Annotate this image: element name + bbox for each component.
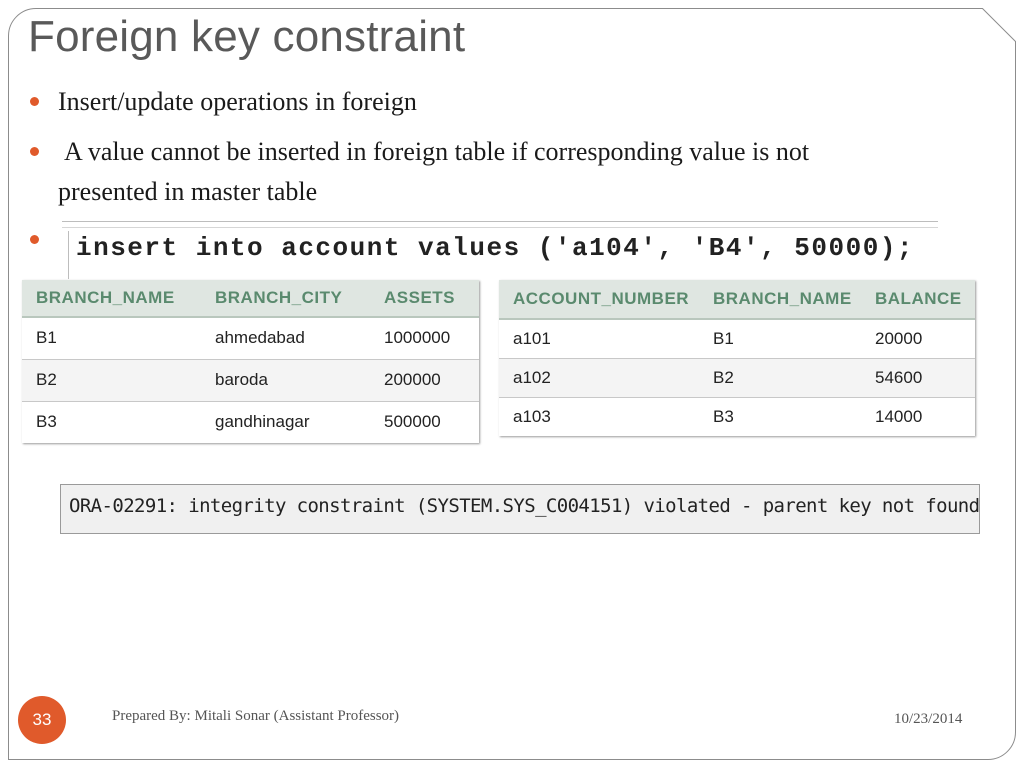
- folded-corner-icon: [982, 8, 1016, 42]
- table-cell: B3: [22, 401, 201, 443]
- footer-date: 10/23/2014: [894, 711, 963, 727]
- sql-insert-statement: insert into account values ('a104', 'B4', 50000);: [76, 233, 915, 263]
- table-cell: B1: [699, 319, 861, 358]
- column-header: BALANCE: [861, 280, 975, 319]
- bullet-icon: [30, 97, 39, 106]
- error-message-box: [60, 484, 980, 534]
- table-row: [22, 359, 479, 401]
- column-header: ASSETS: [370, 280, 479, 317]
- table-cell: 14000: [861, 397, 975, 436]
- account-table: [499, 280, 975, 436]
- column-header: ACCOUNT_NUMBER: [499, 280, 699, 319]
- page-number-badge: 33: [18, 696, 66, 744]
- table-cell: B1: [22, 317, 201, 359]
- bullet-text: A value cannot be inserted in foreign table if corresponding value is not: [64, 137, 810, 166]
- table-cell: 20000: [861, 319, 975, 358]
- table-cell: a103: [499, 397, 699, 436]
- column-header: BRANCH_NAME: [699, 280, 861, 319]
- table-cell: a102: [499, 358, 699, 397]
- table-cell: B3: [699, 397, 861, 436]
- table-cell: B2: [22, 359, 201, 401]
- column-header: BRANCH_CITY: [201, 280, 370, 317]
- sql-code-box: [62, 221, 938, 279]
- table-cell: 200000: [370, 359, 479, 401]
- table-row: [499, 397, 975, 436]
- table-cell: B2: [699, 358, 861, 397]
- slide-title: Foreign key constraint: [28, 12, 466, 61]
- table-cell: gandhinagar: [201, 401, 370, 443]
- bullet-text-continued: presented in master table: [58, 177, 318, 206]
- table-header-row: [22, 280, 479, 317]
- table-cell: ahmedabad: [201, 317, 370, 359]
- bullet-icon: [30, 147, 39, 156]
- table-row: [499, 358, 975, 397]
- error-message: ORA-02291: integrity constraint (SYSTEM.SYS_C004151) violated - parent key not found: [69, 495, 980, 517]
- table-row: [22, 317, 479, 359]
- column-header: BRANCH_NAME: [22, 280, 201, 317]
- table-cell: 500000: [370, 401, 479, 443]
- bullet-text: Insert/update operations in foreign: [58, 87, 417, 116]
- table-cell: 1000000: [370, 317, 479, 359]
- table-header-row: [499, 280, 975, 319]
- table-cell: 54600: [861, 358, 975, 397]
- table-cell: a101: [499, 319, 699, 358]
- table-row: [499, 319, 975, 358]
- branch-table: [22, 280, 479, 443]
- bullet-icon: [30, 235, 39, 244]
- table-cell: baroda: [201, 359, 370, 401]
- footer-author: Prepared By: Mitali Sonar (Assistant Professor): [112, 708, 400, 724]
- table-row: [22, 401, 479, 443]
